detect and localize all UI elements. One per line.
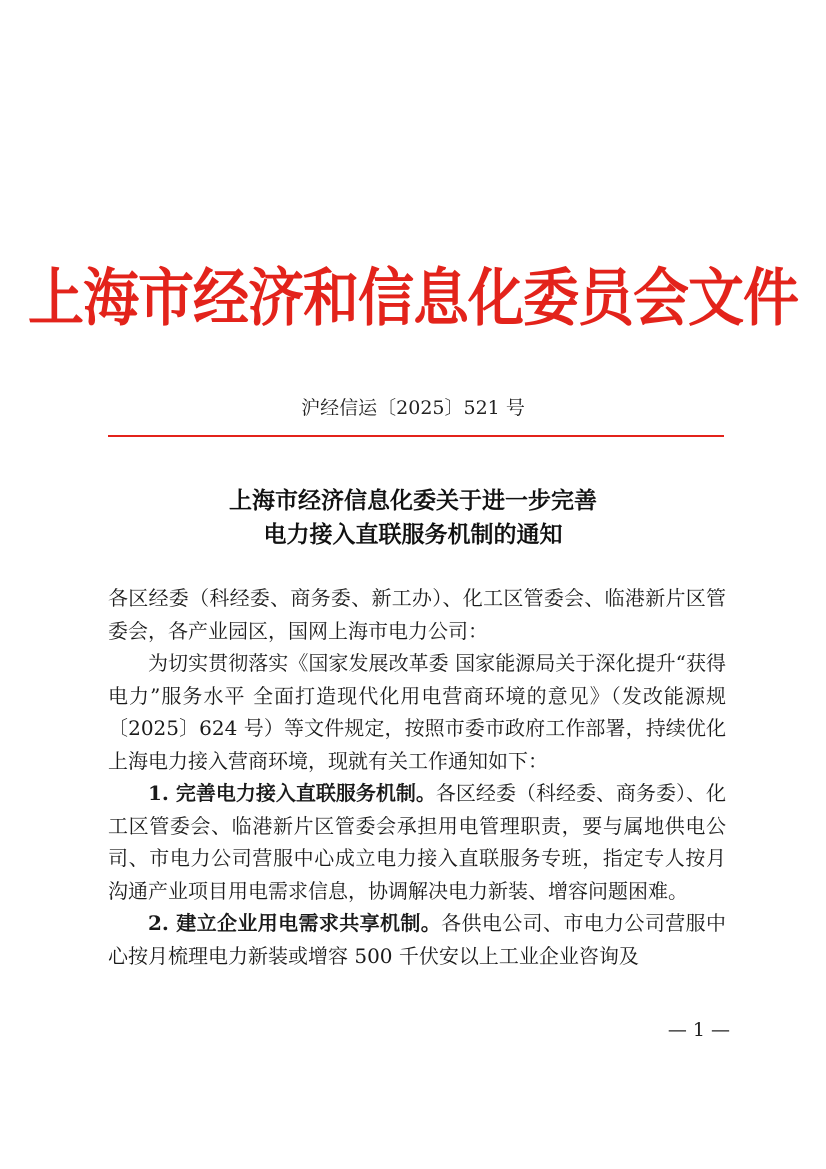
red-separator-line	[108, 435, 724, 437]
notice-title-line-2: 电力接入直联服务机制的通知	[263, 521, 563, 548]
item-1-text: 各区经委（科经委、商务委）、化工区管委会、临港新片区管委会承担用电管理职责，要与属地供电公司、市电力公司营服中心成立电力接入直联服务专班，指定专人按月沟通产业项目用电需求信息，协调解决电力新装、增容问题困难。	[108, 781, 726, 903]
notice-title-line-1: 上海市经济信息化委关于进一步完善	[229, 487, 597, 514]
notice-title	[0, 484, 826, 552]
item-2-paragraph	[108, 907, 726, 972]
item-1-heading: 1. 完善电力接入直联服务机制。	[148, 781, 436, 805]
notice-body	[108, 582, 726, 972]
issuer-header-title: 上海市经济和信息化委员会文件	[28, 261, 798, 335]
item-2-heading: 2. 建立企业用电需求共享机制。	[148, 911, 442, 935]
recipients-paragraph: 各区经委（科经委、商务委、新工办）、化工区管委会、临港新片区管委会，各产业园区，国网上海市电力公司：	[108, 586, 726, 643]
intro-paragraph: 为切实贯彻落实《国家发展改革委 国家能源局关于深化提升“获得电力”服务水平 全面打造现代化用电营商环境的意见》（发改能源规〔2025〕624 号）等文件规定，按照市委市政府工作部署，持续优化上海电力接入营商环境，现就有关工作通知如下：	[108, 651, 726, 773]
item-1-paragraph	[108, 777, 726, 907]
page-number: — 1 —	[667, 1019, 730, 1041]
document-number: 沪经信运〔2025〕521 号	[301, 397, 525, 419]
item-2-text: 各供电公司、市电力公司营服中心按月梳理电力新装或增容 500 千伏安以上工业企业咨询及	[108, 911, 726, 968]
